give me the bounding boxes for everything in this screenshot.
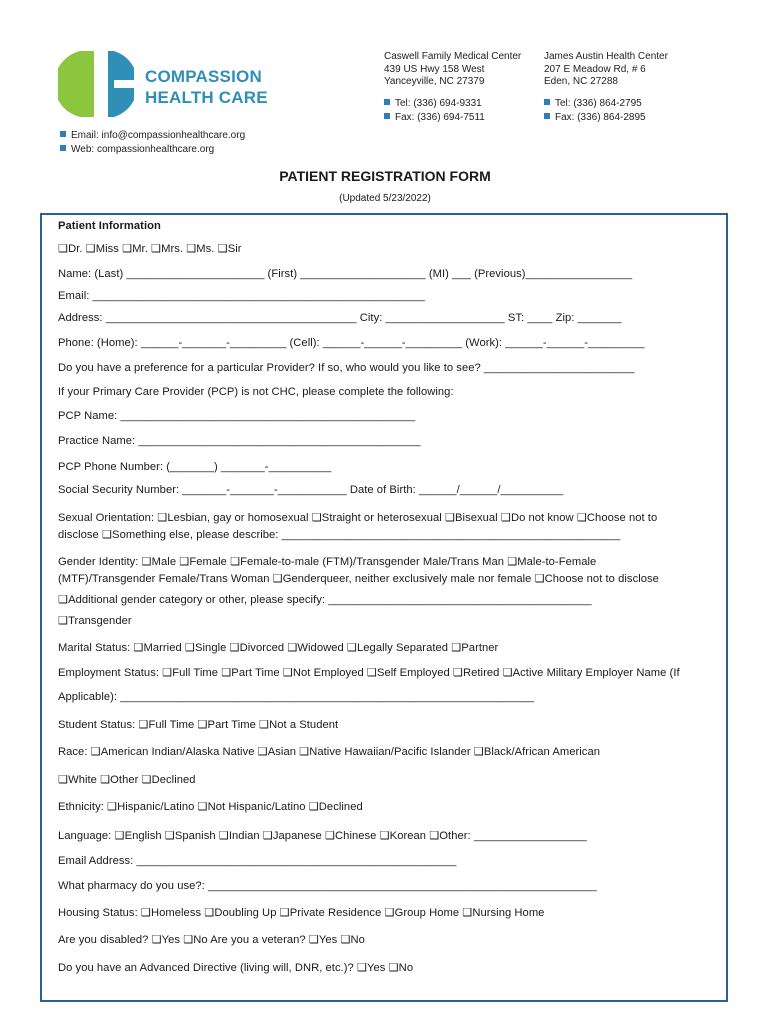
form-line-practice-name[interactable]: Practice Name: _____________________________________________ — [58, 435, 421, 447]
form-line-advanced-directive[interactable]: Do you have an Advanced Directive (living will, DNR, etc.)? ❑Yes ❑No — [58, 962, 414, 974]
form-line-race-cont[interactable]: ❑White ❑Other ❑Declined — [58, 774, 196, 786]
form-line-address[interactable]: Address: ________________________________________ City: ___________________ ST: ____ Zip: _______ — [58, 312, 622, 324]
logo-line-2: HEALTH CARE — [145, 88, 268, 107]
location-address-1: 439 US Hwy 158 West — [384, 63, 485, 75]
location-caswell — [384, 51, 521, 89]
logo-line-1: COMPASSION — [145, 67, 262, 86]
location-fax: Fax: (336) 694-7511 — [395, 112, 485, 123]
bullet-icon — [384, 113, 390, 119]
form-line-name[interactable]: Name: (Last) ______________________ (First) ____________________ (MI) ___ (Previous)_________________ — [58, 268, 633, 280]
bullet-icon — [544, 113, 550, 119]
form-line-employment-status[interactable]: Employment Status: ❑Full Time ❑Part Time ❑Not Employed ❑Self Employed ❑Retired ❑Active Military Employer Name (If — [58, 667, 680, 679]
location-james-austin-phones — [544, 97, 646, 125]
form-line-race[interactable]: Race: ❑American Indian/Alaska Native ❑Asian ❑Native Hawaiian/Pacific Islander ❑Black/African American — [58, 746, 600, 758]
form-line-gender-identity-cont[interactable]: (MTF)/Transgender Female/Trans Woman ❑Genderqueer, neither exclusively male nor female ❑Choose not to disclose — [58, 573, 659, 585]
form-line-email-address[interactable]: Email Address: ___________________________________________________ — [58, 855, 457, 867]
bullet-icon — [384, 99, 390, 105]
form-line-marital-status[interactable]: Marital Status: ❑Married ❑Single ❑Divorced ❑Widowed ❑Legally Separated ❑Partner — [58, 642, 499, 654]
form-line-phone[interactable]: Phone: (Home): ______-_______-_________ (Cell): ______-______-_________ (Work): ______-______-_________ — [58, 337, 645, 349]
form-title: PATIENT REGISTRATION FORM — [279, 168, 491, 184]
form-line-sexual-orientation-cont[interactable]: disclose ❑Something else, please describe: ______________________________________________________ — [58, 529, 621, 541]
form-line-student-status[interactable]: Student Status: ❑Full Time ❑Part Time ❑Not a Student — [58, 719, 339, 731]
form-line-housing-status[interactable]: Housing Status: ❑Homeless ❑Doubling Up ❑Private Residence ❑Group Home ❑Nursing Home — [58, 907, 545, 919]
form-line-gender-other[interactable]: ❑Additional gender category or other, please specify: __________________________________________ — [58, 594, 592, 606]
location-james-austin — [544, 51, 668, 89]
form-line-ssn-dob[interactable]: Social Security Number: _______-_______-___________ Date of Birth: ______/______/__________ — [58, 484, 564, 496]
form-line-email[interactable]: Email: _____________________________________________________ — [58, 290, 425, 302]
bullet-icon — [544, 99, 550, 105]
contact-info — [60, 129, 245, 157]
contact-email: Email: info@compassionhealthcare.org — [71, 130, 246, 141]
form-line-title[interactable]: ❑Dr. ❑Miss ❑Mr. ❑Mrs. ❑Ms. ❑Sir — [58, 243, 242, 255]
form-line-pcp-phone[interactable]: PCP Phone Number: (_______) _______-__________ — [58, 461, 332, 473]
location-caswell-phones — [384, 97, 485, 125]
form-line-transgender[interactable]: ❑Transgender — [58, 615, 132, 627]
form-line-provider-preference[interactable]: Do you have a preference for a particular Provider? If so, who would you like to see? ________________________ — [58, 362, 635, 374]
form-line-pharmacy[interactable]: What pharmacy do you use?: ______________________________________________________________ — [58, 880, 597, 892]
form-updated-date: (Updated 5/23/2022) — [339, 193, 431, 204]
logo-green-shape — [58, 51, 94, 117]
logo-blue-shape — [108, 51, 134, 117]
contact-web: Web: compassionhealthcare.org — [71, 144, 215, 155]
location-address-1: 207 E Meadow Rd, # 6 — [544, 63, 646, 75]
form-line-language[interactable]: Language: ❑English ❑Spanish ❑Indian ❑Japanese ❑Chinese ❑Korean ❑Other: __________________ — [58, 830, 587, 842]
location-tel: Tel: (336) 864-2795 — [555, 98, 642, 109]
location-address-2: Eden, NC 27288 — [544, 76, 618, 87]
location-tel: Tel: (336) 694-9331 — [395, 98, 482, 109]
bullet-icon — [60, 145, 66, 151]
bullet-icon — [60, 131, 66, 137]
location-name: Caswell Family Medical Center — [384, 51, 522, 62]
form-line-pcp-name[interactable]: PCP Name: _______________________________________________ — [58, 410, 416, 422]
form-line-gender-identity[interactable]: Gender Identity: ❑Male ❑Female ❑Female-to-male (FTM)/Transgender Male/Trans Man ❑Male-to-Female — [58, 556, 597, 568]
location-name: James Austin Health Center — [544, 51, 668, 62]
form-line-ethnicity[interactable]: Ethnicity: ❑Hispanic/Latino ❑Not Hispanic/Latino ❑Declined — [58, 801, 363, 813]
section-heading-patient-information: Patient Information — [58, 220, 161, 232]
form-line-pcp-intro: If your Primary Care Provider (PCP) is not CHC, please complete the following: — [58, 386, 454, 398]
logo-wordmark — [145, 66, 268, 108]
form-line-disabled-veteran[interactable]: Are you disabled? ❑Yes ❑No Are you a veteran? ❑Yes ❑No — [58, 934, 365, 946]
location-fax: Fax: (336) 864-2895 — [555, 112, 646, 123]
form-line-employer-name[interactable]: Applicable): __________________________________________________________________ — [58, 691, 535, 703]
location-address-2: Yanceyville, NC 27379 — [384, 76, 485, 87]
form-line-sexual-orientation[interactable]: Sexual Orientation: ❑Lesbian, gay or homosexual ❑Straight or heterosexual ❑Bisexual ❑Do not know ❑Choose not to — [58, 512, 658, 524]
